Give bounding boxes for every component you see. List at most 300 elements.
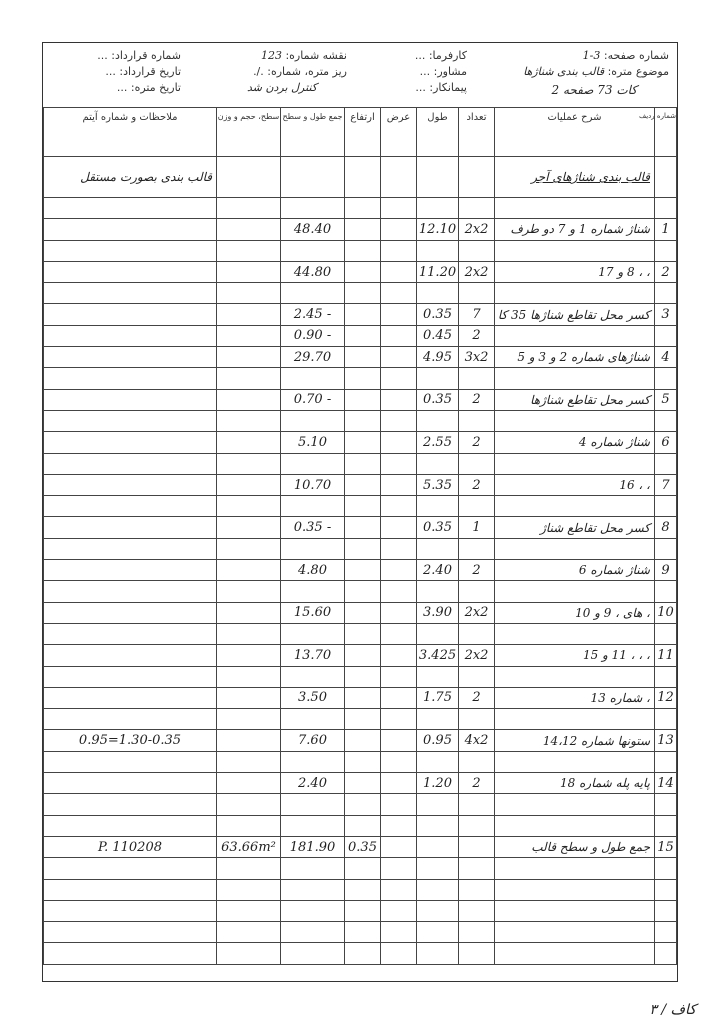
table-row	[44, 922, 677, 943]
row-length	[417, 922, 459, 943]
row-length: 0.45	[417, 325, 459, 346]
metre-sheet	[42, 42, 678, 982]
row-number: 13	[655, 730, 677, 751]
row-length	[417, 666, 459, 687]
row-number	[655, 879, 677, 900]
row-notes	[44, 943, 217, 964]
row-length: 0.35	[417, 517, 459, 538]
row-area	[217, 474, 281, 495]
row-width	[381, 751, 417, 772]
row-notes	[44, 304, 217, 325]
table-row	[44, 560, 677, 581]
row-description: شناژ شماره 1 و 7 دو طرف	[495, 219, 655, 240]
title-row-notes: قالب بندی بصورت مستقل	[44, 157, 217, 198]
row-total	[281, 751, 345, 772]
row-total	[281, 581, 345, 602]
row-width	[381, 709, 417, 730]
table-row	[44, 389, 677, 410]
row-height	[345, 219, 381, 240]
row-description	[495, 198, 655, 219]
row-area: 63.66m²	[217, 836, 281, 857]
table-row	[44, 687, 677, 708]
row-total	[281, 240, 345, 261]
row-height	[345, 581, 381, 602]
row-count	[459, 453, 495, 474]
title-row-height	[345, 157, 381, 198]
title-row-area	[217, 157, 281, 198]
row-total: 5.10	[281, 432, 345, 453]
page-reference: کات 73 صفحه 2	[551, 83, 637, 97]
row-description	[495, 496, 655, 517]
row-height: 0.35	[345, 836, 381, 857]
row-description: ، های ، 9 و 10	[495, 602, 655, 623]
row-length: 1.75	[417, 687, 459, 708]
row-description	[495, 538, 655, 559]
row-count: 2	[459, 687, 495, 708]
table-row	[44, 474, 677, 495]
contract-date: تاریخ قرارداد: ...	[105, 65, 181, 78]
row-notes	[44, 368, 217, 389]
row-length	[417, 943, 459, 964]
row-height	[345, 517, 381, 538]
row-description: ، ، 8 و 17	[495, 261, 655, 282]
row-total: 181.90	[281, 836, 345, 857]
row-width	[381, 836, 417, 857]
row-area	[217, 794, 281, 815]
col-total: جمع طول و سطح	[281, 108, 345, 157]
row-notes	[44, 687, 217, 708]
row-total	[281, 283, 345, 304]
row-number: 15	[655, 836, 677, 857]
row-number	[655, 943, 677, 964]
row-notes	[44, 219, 217, 240]
row-area	[217, 325, 281, 346]
row-notes	[44, 751, 217, 772]
row-count	[459, 666, 495, 687]
row-notes	[44, 432, 217, 453]
row-number	[655, 623, 677, 644]
row-width	[381, 794, 417, 815]
row-notes	[44, 879, 217, 900]
row-area	[217, 645, 281, 666]
row-height	[345, 900, 381, 921]
row-description	[495, 879, 655, 900]
row-number	[655, 709, 677, 730]
row-description	[495, 283, 655, 304]
row-count	[459, 581, 495, 602]
row-height	[345, 709, 381, 730]
row-width	[381, 410, 417, 431]
row-notes	[44, 198, 217, 219]
row-number	[655, 751, 677, 772]
row-width	[381, 560, 417, 581]
row-count	[459, 283, 495, 304]
row-count	[459, 751, 495, 772]
row-total	[281, 879, 345, 900]
row-height	[345, 283, 381, 304]
row-notes	[44, 645, 217, 666]
metre-date: تاریخ متره: ...	[116, 81, 181, 94]
row-number	[655, 410, 677, 431]
row-width	[381, 922, 417, 943]
row-total	[281, 198, 345, 219]
row-width	[381, 283, 417, 304]
row-height	[345, 325, 381, 346]
row-count: 3x2	[459, 347, 495, 368]
row-width	[381, 858, 417, 879]
row-total: - 0.35	[281, 517, 345, 538]
row-height	[345, 666, 381, 687]
row-width	[381, 261, 417, 282]
row-number: 11	[655, 645, 677, 666]
row-total: 48.40	[281, 219, 345, 240]
row-height	[345, 432, 381, 453]
row-width	[381, 432, 417, 453]
row-count	[459, 496, 495, 517]
row-height	[345, 560, 381, 581]
row-width	[381, 198, 417, 219]
row-notes	[44, 347, 217, 368]
title-row-total	[281, 157, 345, 198]
row-length: 11.20	[417, 261, 459, 282]
row-notes	[44, 410, 217, 431]
title-row-number	[655, 157, 677, 198]
row-count	[459, 836, 495, 857]
row-description	[495, 794, 655, 815]
row-width	[381, 879, 417, 900]
row-number	[655, 325, 677, 346]
row-area	[217, 602, 281, 623]
row-width	[381, 304, 417, 325]
row-area	[217, 751, 281, 772]
table-row	[44, 283, 677, 304]
row-total: 4.80	[281, 560, 345, 581]
table-row	[44, 815, 677, 836]
row-height	[345, 815, 381, 836]
row-description: کسر محل تقاطع شناژها	[495, 389, 655, 410]
table-row	[44, 198, 677, 219]
row-height	[345, 623, 381, 644]
table-row	[44, 794, 677, 815]
row-count: 2x2	[459, 219, 495, 240]
table-row	[44, 623, 677, 644]
row-number	[655, 794, 677, 815]
row-height	[345, 261, 381, 282]
row-count	[459, 410, 495, 431]
row-height	[345, 198, 381, 219]
table-row	[44, 517, 677, 538]
row-count	[459, 943, 495, 964]
table-row	[44, 602, 677, 623]
row-number	[655, 900, 677, 921]
table-row	[44, 858, 677, 879]
row-area	[217, 304, 281, 325]
row-notes	[44, 517, 217, 538]
row-count: 2	[459, 474, 495, 495]
contractor: پیمانکار: ...	[415, 81, 467, 94]
row-total	[281, 496, 345, 517]
page-number-label: شماره صفحه:	[603, 49, 669, 62]
row-description	[495, 325, 655, 346]
table-row	[44, 261, 677, 282]
row-area	[217, 198, 281, 219]
row-area	[217, 368, 281, 389]
row-height	[345, 773, 381, 794]
row-width	[381, 240, 417, 261]
col-description: شرح عملیات	[495, 108, 655, 157]
row-number	[655, 240, 677, 261]
row-count: 2	[459, 560, 495, 581]
row-width	[381, 368, 417, 389]
row-width	[381, 645, 417, 666]
row-length: 2.40	[417, 560, 459, 581]
row-count: 2	[459, 325, 495, 346]
table-row	[44, 325, 677, 346]
row-notes	[44, 240, 217, 261]
row-total: 29.70	[281, 347, 345, 368]
row-area	[217, 581, 281, 602]
row-total	[281, 943, 345, 964]
row-notes	[44, 602, 217, 623]
row-description	[495, 623, 655, 644]
row-height	[345, 347, 381, 368]
row-notes	[44, 623, 217, 644]
row-total: 15.60	[281, 602, 345, 623]
row-height	[345, 496, 381, 517]
row-total: 3.50	[281, 687, 345, 708]
row-area	[217, 730, 281, 751]
row-description	[495, 709, 655, 730]
row-length	[417, 368, 459, 389]
row-description: شناژ شماره 4	[495, 432, 655, 453]
row-area	[217, 623, 281, 644]
row-total	[281, 709, 345, 730]
row-number	[655, 496, 677, 517]
control-note: کنترل بردن شد	[246, 81, 317, 94]
row-notes	[44, 453, 217, 474]
row-height	[345, 453, 381, 474]
row-height	[345, 730, 381, 751]
metre-table	[43, 107, 677, 965]
row-number: 6	[655, 432, 677, 453]
row-number	[655, 283, 677, 304]
sheet-number	[261, 49, 347, 62]
table-row	[44, 432, 677, 453]
row-count: 4x2	[459, 730, 495, 751]
row-area	[217, 240, 281, 261]
row-description: ، شماره 13	[495, 687, 655, 708]
col-area: سطح، حجم و وزن	[217, 108, 281, 157]
row-description	[495, 581, 655, 602]
row-length: 3.90	[417, 602, 459, 623]
row-height	[345, 794, 381, 815]
row-length: 4.95	[417, 347, 459, 368]
employer: کارفرما: ...	[414, 49, 467, 62]
row-count	[459, 198, 495, 219]
row-number	[655, 198, 677, 219]
row-height	[345, 410, 381, 431]
row-length: 0.35	[417, 389, 459, 410]
row-description	[495, 751, 655, 772]
col-length: طول	[417, 108, 459, 157]
row-width	[381, 219, 417, 240]
row-notes	[44, 858, 217, 879]
row-total	[281, 623, 345, 644]
row-count	[459, 794, 495, 815]
table-row	[44, 304, 677, 325]
row-length: 3.425	[417, 645, 459, 666]
row-height	[345, 922, 381, 943]
row-description: ستونها شماره 14،12	[495, 730, 655, 751]
row-height	[345, 879, 381, 900]
row-total: 10.70	[281, 474, 345, 495]
row-length	[417, 858, 459, 879]
subject-value: قالب بندی شناژها	[523, 65, 605, 78]
row-description: پایه پله شماره 18	[495, 773, 655, 794]
row-width	[381, 581, 417, 602]
row-number: 12	[655, 687, 677, 708]
table-row	[44, 943, 677, 964]
row-total: - 0.90	[281, 325, 345, 346]
row-width	[381, 389, 417, 410]
row-number	[655, 581, 677, 602]
row-description	[495, 453, 655, 474]
row-width	[381, 347, 417, 368]
row-total	[281, 922, 345, 943]
row-count	[459, 623, 495, 644]
row-description: ، ، 16	[495, 474, 655, 495]
row-height	[345, 943, 381, 964]
row-number: 10	[655, 602, 677, 623]
table-row	[44, 496, 677, 517]
table-row	[44, 368, 677, 389]
row-length	[417, 581, 459, 602]
row-length	[417, 836, 459, 857]
table-row	[44, 666, 677, 687]
table-row	[44, 538, 677, 559]
table-row	[44, 453, 677, 474]
row-count: 7	[459, 304, 495, 325]
row-notes	[44, 496, 217, 517]
row-total: 13.70	[281, 645, 345, 666]
row-notes	[44, 283, 217, 304]
row-length	[417, 900, 459, 921]
row-number	[655, 666, 677, 687]
row-description	[495, 900, 655, 921]
table-row	[44, 773, 677, 794]
row-count: 2x2	[459, 645, 495, 666]
row-area	[217, 410, 281, 431]
row-notes	[44, 900, 217, 921]
row-total: - 2.45	[281, 304, 345, 325]
table-row	[44, 751, 677, 772]
contract-number: شماره قرارداد: ...	[97, 49, 181, 62]
title-row-description: قالب بندی شناژهای آجر	[495, 157, 655, 198]
row-number: 7	[655, 474, 677, 495]
subject-label: موضوع متره:	[607, 65, 669, 78]
row-length	[417, 709, 459, 730]
row-number: 5	[655, 389, 677, 410]
table-row	[44, 219, 677, 240]
row-notes	[44, 666, 217, 687]
row-width	[381, 602, 417, 623]
row-description	[495, 943, 655, 964]
row-length	[417, 240, 459, 261]
row-notes	[44, 794, 217, 815]
row-number: 8	[655, 517, 677, 538]
row-number	[655, 453, 677, 474]
table-row	[44, 730, 677, 751]
row-count	[459, 709, 495, 730]
row-area	[217, 900, 281, 921]
col-count: تعداد	[459, 108, 495, 157]
row-area	[217, 922, 281, 943]
row-count: 2	[459, 389, 495, 410]
row-number	[655, 368, 677, 389]
table-row	[44, 581, 677, 602]
row-area	[217, 666, 281, 687]
subject	[523, 65, 669, 78]
row-notes	[44, 560, 217, 581]
row-number: 2	[655, 261, 677, 282]
row-height	[345, 858, 381, 879]
row-length	[417, 410, 459, 431]
row-height	[345, 602, 381, 623]
row-total	[281, 794, 345, 815]
row-length: 5.35	[417, 474, 459, 495]
row-area	[217, 687, 281, 708]
row-notes	[44, 325, 217, 346]
row-length: 2.55	[417, 432, 459, 453]
row-height	[345, 368, 381, 389]
row-length	[417, 751, 459, 772]
advisor: مشاور: ...	[419, 65, 467, 78]
row-area	[217, 879, 281, 900]
row-count	[459, 858, 495, 879]
title-row	[44, 157, 677, 198]
row-count: 2	[459, 432, 495, 453]
col-width: عرض	[381, 108, 417, 157]
title-row-count	[459, 157, 495, 198]
row-area	[217, 517, 281, 538]
row-width	[381, 815, 417, 836]
row-area	[217, 261, 281, 282]
row-width	[381, 474, 417, 495]
row-length: 0.95	[417, 730, 459, 751]
row-notes	[44, 922, 217, 943]
row-area	[217, 560, 281, 581]
row-number	[655, 922, 677, 943]
row-width	[381, 517, 417, 538]
row-notes	[44, 581, 217, 602]
table-header	[44, 108, 677, 157]
row-area	[217, 347, 281, 368]
table-row	[44, 900, 677, 921]
row-length	[417, 815, 459, 836]
row-notes: P. 110208	[44, 836, 217, 857]
row-description: جمع طول و سطح قالب	[495, 836, 655, 857]
row-height	[345, 240, 381, 261]
row-count	[459, 879, 495, 900]
row-height	[345, 645, 381, 666]
row-width	[381, 538, 417, 559]
row-area	[217, 709, 281, 730]
row-description: شناژ شماره 6	[495, 560, 655, 581]
row-number: 1	[655, 219, 677, 240]
row-length	[417, 623, 459, 644]
row-width	[381, 900, 417, 921]
row-total	[281, 453, 345, 474]
